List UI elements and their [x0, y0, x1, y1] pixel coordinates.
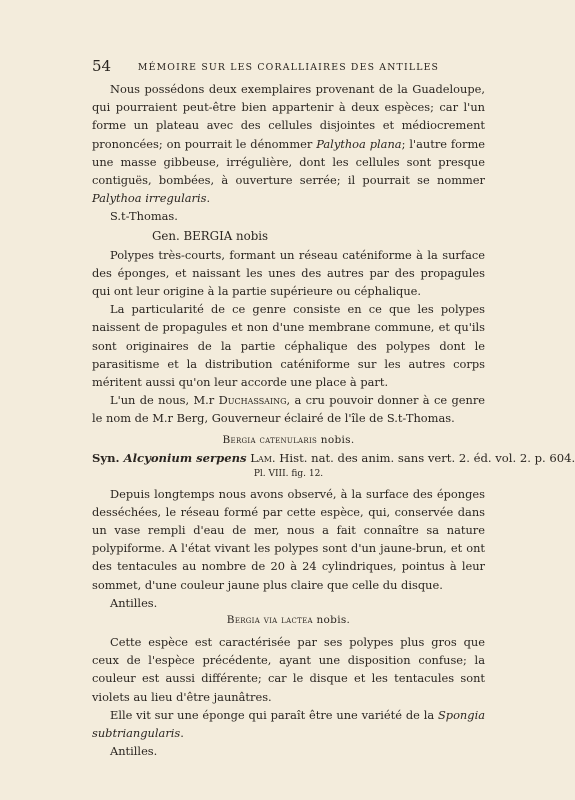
synonym-author: Lam.: [246, 450, 276, 465]
text-run: .: [180, 726, 184, 741]
synonym-label: Syn.: [92, 450, 124, 465]
taxon-name: Palythoa irregularis: [92, 191, 207, 206]
text-run: .: [206, 191, 211, 206]
paragraph-catenularis: Depuis longtemps nous avons observé, à la surface des éponges desséchées, le réseau formé par cette espèce, qui, conservée dans un vase rempli d'eau de mer, nous a fait connaître sa nature polypiforme. A l'état vivant les polypes sont d'un jaune-brun, et ont des tentacules au nombre de 20 à 24 cylindriques, pointus à leur sommet, d'une couleur jaune plus claire que celle du disque.: [92, 486, 485, 592]
paragraph-habitat: [92, 706, 485, 742]
running-title: MÉMOIRE SUR LES CORALLIAIRES DES ANTILLES: [137, 62, 440, 73]
paragraph-genus-description: Polypes très-courts, formant un réseau caténiforme à la surface des éponges, et naissant les unes des autres par des propagules qui ont leur origine à la partie supérieure ou céphalique.: [92, 247, 485, 299]
paragraph-via-lactea: Cette espèce est caractérisée par ses polypes plus gros que ceux de l'espèce précédente, ayant une disposition confuse; la couleur est aussi différente; car le disque et les tentacules sont violets au lieu d'être jaunâtres.: [92, 635, 485, 704]
taxon-name: Palythoa plana: [316, 136, 402, 151]
species-heading-via-lactea: [92, 611, 485, 629]
plate-reference: Pl. VIII. fig. 12.: [253, 468, 324, 479]
text-run: , a cru pouvoir donner à ce genre le nom de M.r Berg, Gouverneur éclairé de l'île de S.t-Thomas.: [92, 393, 486, 426]
species-author: nobis.: [312, 614, 351, 627]
text-run: Elle vit sur une éponge qui paraît être une variété de la: [110, 707, 438, 722]
taxon-name: Spongia subtriangularis: [92, 707, 485, 741]
species-author: nobis.: [317, 433, 355, 446]
paragraph-genus-particularity: La particularité de ce genre consiste en ce que les polypes naissent de propagules et non d'une membrane commune, et qu'ils sont originaires de la partie céphalique des polypes dont le parasitisme et la distribution caténiforme sur les autres corps méritent aussi qu'on leur accorde une place à part.: [92, 302, 485, 390]
page-number: 54: [92, 57, 112, 75]
synonym-line: [92, 449, 575, 467]
locality-antilles-1: Antilles.: [110, 595, 158, 610]
text-run: L'un de nous, M.r: [110, 393, 219, 408]
paragraph-palythoa: [92, 80, 485, 207]
paragraph-genus-name: [92, 391, 485, 427]
author-name: Duchassaing: [218, 393, 287, 408]
locality-st-thomas: S.t-Thomas.: [110, 209, 178, 224]
synonym-name: Alcyonium serpens: [123, 450, 247, 465]
text-run: ; l'autre forme une masse gibbeuse, irrégulière, dont les cellules sont presque contiguës, bombées, à ouverture serrée; il pourrait se nommer: [92, 136, 485, 188]
text-run: Nous possédons deux exemplaires provenant de la Guadeloupe, qui pourraient peut-être bien appartenir à deux espèces; car l'un forme un plateau avec des cellules disjointes et médiocrement prononcées; on pourrait le dénommer: [92, 82, 485, 151]
genus-heading: Gen. BERGIA nobis: [152, 228, 269, 243]
species-heading-catenularis: [92, 431, 485, 449]
locality-antilles-2: Antilles.: [110, 744, 158, 759]
synonym-reference: Hist. nat. des anim. sans vert. 2. éd. vol. 2. p. 604.: [275, 450, 575, 465]
page-body: [92, 80, 575, 761]
species-name: Bergia catenularis: [222, 433, 318, 446]
page-header: [92, 57, 485, 76]
species-name: Bergia via lactea: [226, 614, 313, 627]
